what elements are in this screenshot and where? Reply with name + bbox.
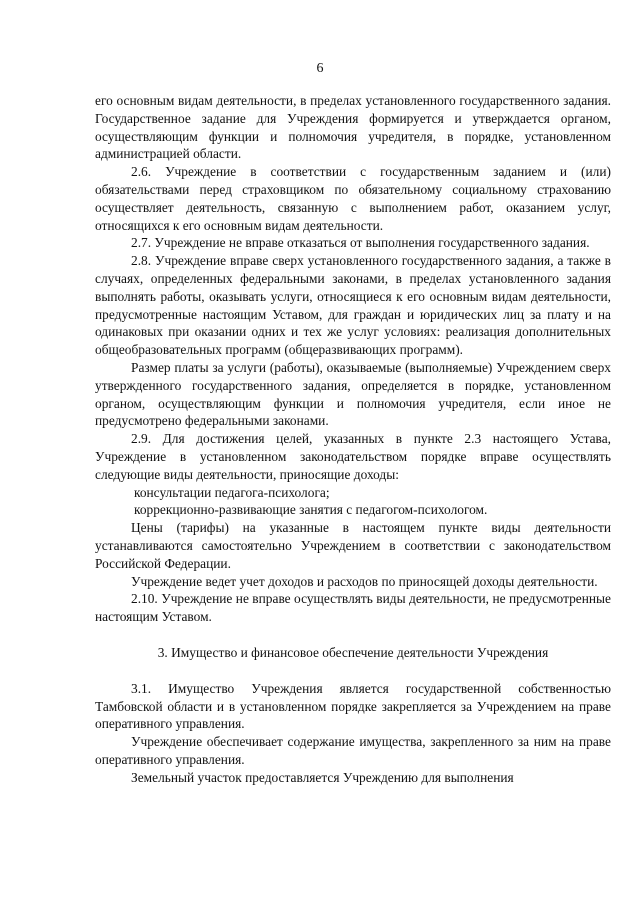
- paragraph-prices: Цены (тарифы) на указанные в настоящем пункте виды деятельности устанавливаются самостоятельно Учреждением в соответствии с законодательством Российской Федерации.: [95, 520, 611, 571]
- paragraph-land: Земельный участок предоставляется Учреждению для выполнения: [131, 769, 514, 785]
- list-item-correction: коррекционно-развивающие занятия с педагогом-психологом.: [134, 502, 488, 518]
- paragraph-fee: Размер платы за услуги (работы), оказываемые (выполняемые) Учреждением сверх утвержденного государственного задания, определяется в порядке, установленном органом, осуществляющим функции и полномочия учредителя, если иное не предусмотрено федеральными законами.: [95, 359, 611, 429]
- paragraph-3-1: 3.1. Имущество Учреждения является государственной собственностью Тамбовской области и в установленном порядке закрепляется за Учреждением на праве оперативного управления.: [95, 680, 611, 732]
- paragraph-2-8: 2.8. Учреждение вправе сверх установленного государственного задания, а также в случаях, определенных федеральными законами, в пределах установленного задания выполнять работы, оказывать услуги, относящиеся к его основным видам деятельности, предусмотренные настоящим Уставом, для граждан и юридических лиц за плату и на одинаковых при оказании одних и тех же услуг условиях: реализация дополнительных общеобразовательных программ (общеразвивающих программ).: [95, 253, 611, 358]
- paragraph-2-9: 2.9. Для достижения целей, указанных в пункте 2.3 настоящего Устава, Учреждение в установленном законодательством порядке вправе осуществлять следующие виды деятельности, приносящие доходы:: [95, 431, 611, 482]
- paragraph-2-10: 2.10. Учреждение не вправе осуществлять виды деятельности, не предусмотренные настоящим Уставом.: [95, 591, 611, 625]
- list-item-consultations: консультации педагога-психолога;: [134, 484, 330, 500]
- paragraph-2-6: 2.6. Учреждение в соответствии с государственным заданием и (или) обязательствами перед страховщиком по обязательному социальному страхованию осуществляет деятельность, связанную с выполнением работ, оказанием услуг, относящихся к его основным видам деятельности.: [95, 164, 611, 233]
- page-number: 6: [316, 61, 324, 76]
- paragraph-2-7: 2.7. Учреждение не вправе отказаться от выполнения государственного задания.: [131, 235, 590, 251]
- paragraph-accounting: Учреждение ведет учет доходов и расходов по приносящей доходы деятельности.: [131, 573, 598, 589]
- paragraph-maintenance: Учреждение обеспечивает содержание имущества, закрепленного за ним на праве оперативного управления.: [95, 734, 611, 767]
- paragraph-continuation: его основным видам деятельности, в пределах установленного государственного задания. Государственное задание для Учреждения формируется и утверждается органом, осуществляющим функции и полномочия учредителя, в порядке, установленном администрацией области.: [95, 93, 611, 162]
- document-body: [95, 92, 611, 786]
- section-3-heading: 3. Имущество и финансовое обеспечение деятельности Учреждения: [157, 644, 549, 660]
